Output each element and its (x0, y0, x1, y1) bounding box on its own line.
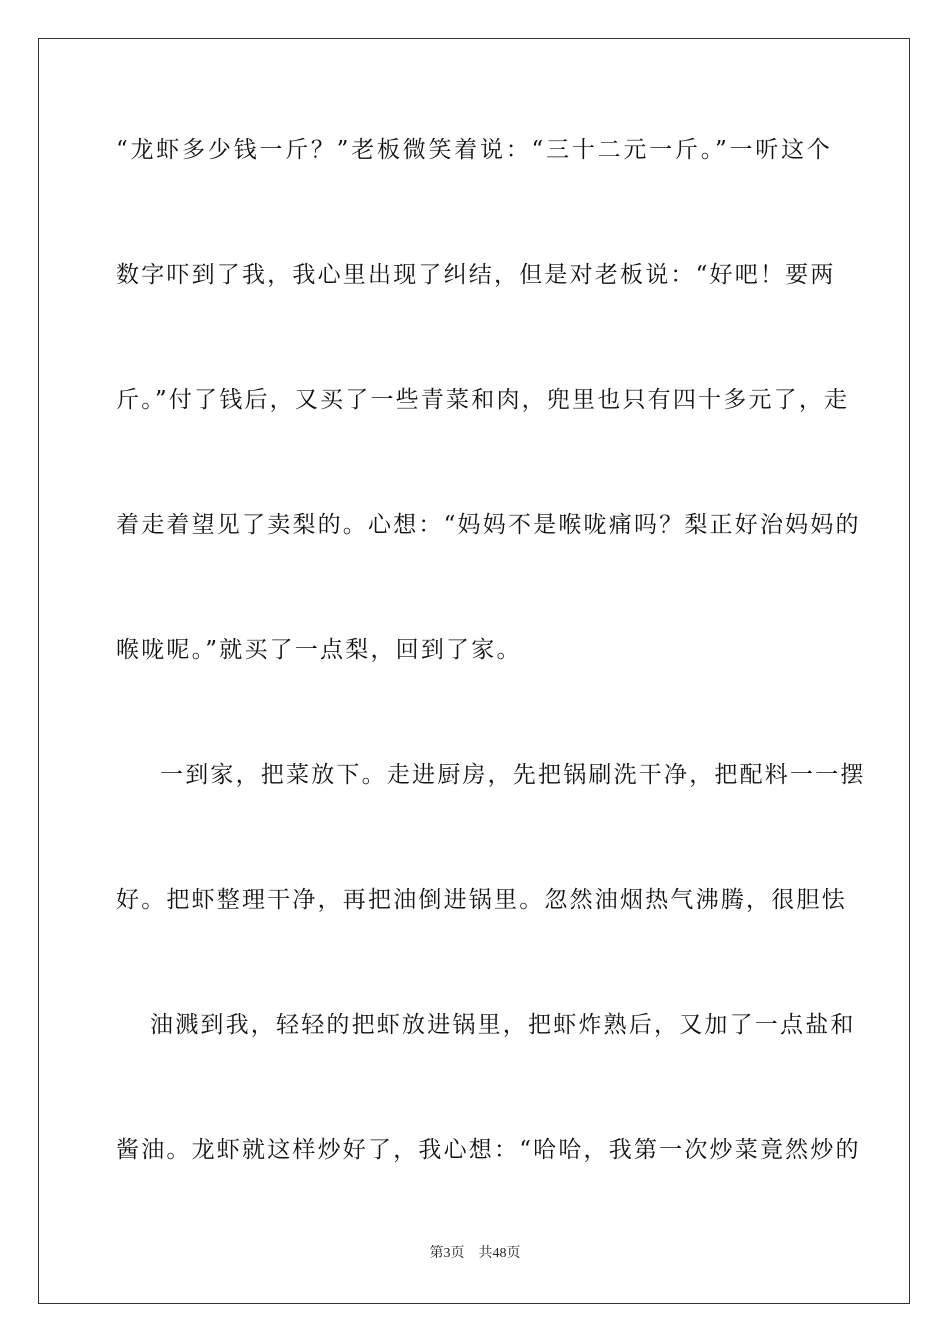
page-footer (0, 1242, 950, 1262)
text-line-8: 油溅到我，轻轻的把虾放进锅里，把虾炸熟后，又加了一点盐和 (150, 1012, 856, 1038)
page-border (38, 38, 910, 1304)
text-line-3: 斤。”付了钱后，又买了一些青菜和肉，兜里也只有四十多元了，走 (116, 387, 850, 413)
text-line-5: 喉咙呢。”就买了一点梨，回到了家。 (116, 637, 522, 663)
text-line-7: 好。把虾整理干净，再把油倒进锅里。忽然油烟热气沸腾，很胆怯 (116, 887, 847, 913)
page-total: 共48页 (478, 1246, 521, 1261)
page-number: 第3页 (429, 1246, 465, 1261)
text-line-2: 数字吓到了我，我心里出现了纠结，但是对老板说：“好吧！要两 (116, 262, 836, 288)
text-line-6: 一到家，把菜放下。走进厨房，先把锅刷洗干净，把配料一一摆 (160, 762, 866, 788)
text-line-4: 着走着望见了卖梨的。心想：“妈妈不是喉咙痛吗？梨正好治妈妈的 (116, 512, 861, 538)
text-line-1: “龙虾多少钱一斤？”老板微笑着说：“三十二元一斤。”一听这个 (116, 137, 832, 163)
text-line-9: 酱油。龙虾就这样炒好了，我心想：“哈哈，我第一次炒菜竟然炒的 (116, 1137, 861, 1163)
